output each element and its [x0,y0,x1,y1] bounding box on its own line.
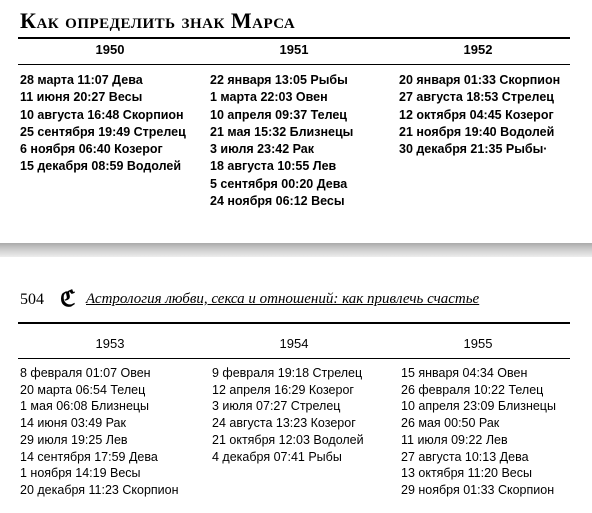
list-item: 11 июля 09:22 Лев [401,432,508,447]
list-item: 12 апреля 16:29 Козерог [212,382,354,397]
year-1952: 1952 [463,42,493,57]
list-item: 21 мая 15:32 Близнецы [210,124,354,139]
ornament-icon: ℭ [60,286,76,312]
list-item: 28 марта 11:07 Дева [20,73,143,87]
year-header-top [18,42,570,57]
list-item: 11 июня 20:27 Весы [20,90,143,105]
header-rule-bottom [18,358,570,359]
list-item: 5 сентября 00:20 Дева [210,176,348,191]
list-item: 20 января 01:33 Скорпион [399,73,561,87]
list-item: 18 августа 10:55 Лев [210,159,337,174]
list-item: 29 ноября 01:33 Скорпион [401,482,555,497]
list-item: 24 августа 13:23 Козерог [212,416,356,431]
list-item: 12 октября 04:45 Козерог [399,107,554,122]
list-item: 9 февраля 19:18 Стрелец [212,366,363,380]
list-item: 24 ноября 06:12 Весы [210,194,345,209]
column-1954 [212,365,364,465]
list-item: 30 декабря 21:35 Рыбы· [399,142,548,157]
list-item: 1 марта 22:03 Овен [210,90,328,105]
year-1954: 1954 [279,336,309,351]
list-item: 10 августа 16:48 Скорпион [20,107,184,122]
list-item: 6 ноября 06:40 Козерог [20,142,163,157]
page-title: Как определить знак Марса [20,8,296,33]
column-1952 [399,72,560,158]
page-separator [0,243,592,257]
list-item: 26 мая 00:50 Рак [401,416,500,431]
year-1955: 1955 [463,336,493,351]
list-item: 14 сентября 17:59 Дева [20,449,158,464]
list-item: 10 апреля 23:09 Близнецы [401,399,556,414]
year-1951: 1951 [279,42,309,57]
list-item: 22 января 13:05 Рыбы [210,73,348,87]
column-1953 [20,365,179,499]
list-item: 3 июля 07:27 Стрелец [212,399,341,414]
header-rule-top [18,64,570,65]
list-item: 21 ноября 19:40 Водолей [399,124,555,139]
list-item: 3 июля 23:42 Рак [210,142,315,157]
table-top-rule [18,37,570,39]
list-item: 14 июня 03:49 Рак [20,416,126,431]
year-1950: 1950 [95,42,125,57]
list-item: 15 января 04:34 Овен [401,366,528,380]
list-item: 27 августа 18:53 Стрелец [399,90,554,105]
list-item: 26 февраля 10:22 Телец [401,382,544,397]
year-1953: 1953 [95,336,125,351]
list-item: 15 декабря 08:59 Водолей [20,159,182,174]
list-item: 8 февраля 01:07 Овен [20,366,151,380]
page-number: 504 [20,291,44,308]
list-item: 20 марта 06:54 Телец [20,382,146,397]
year-header-bottom [18,336,570,351]
list-item: 20 декабря 11:23 Скорпион [20,482,179,497]
running-head-title: Астрология любви, секса и отношений: как привлечь счастье [86,291,480,307]
list-item: 25 сентября 19:49 Стрелец [20,124,186,139]
list-item: 27 августа 10:13 Дева [401,449,529,464]
list-item: 29 июля 19:25 Лев [20,432,128,447]
list-item: 1 ноября 14:19 Весы [20,466,141,481]
list-item: 13 октября 11:20 Весы [401,466,532,481]
list-item: 10 апреля 09:37 Телец [210,107,347,122]
column-1950 [20,72,186,176]
list-item: 4 декабря 07:41 Рыбы [212,449,342,464]
list-item: 21 октября 12:03 Водолей [212,432,364,447]
list-item: 1 мая 06:08 Близнецы [20,399,150,414]
column-1951 [210,72,353,210]
table-top-rule-bottom [18,322,570,324]
column-1955 [401,365,556,499]
